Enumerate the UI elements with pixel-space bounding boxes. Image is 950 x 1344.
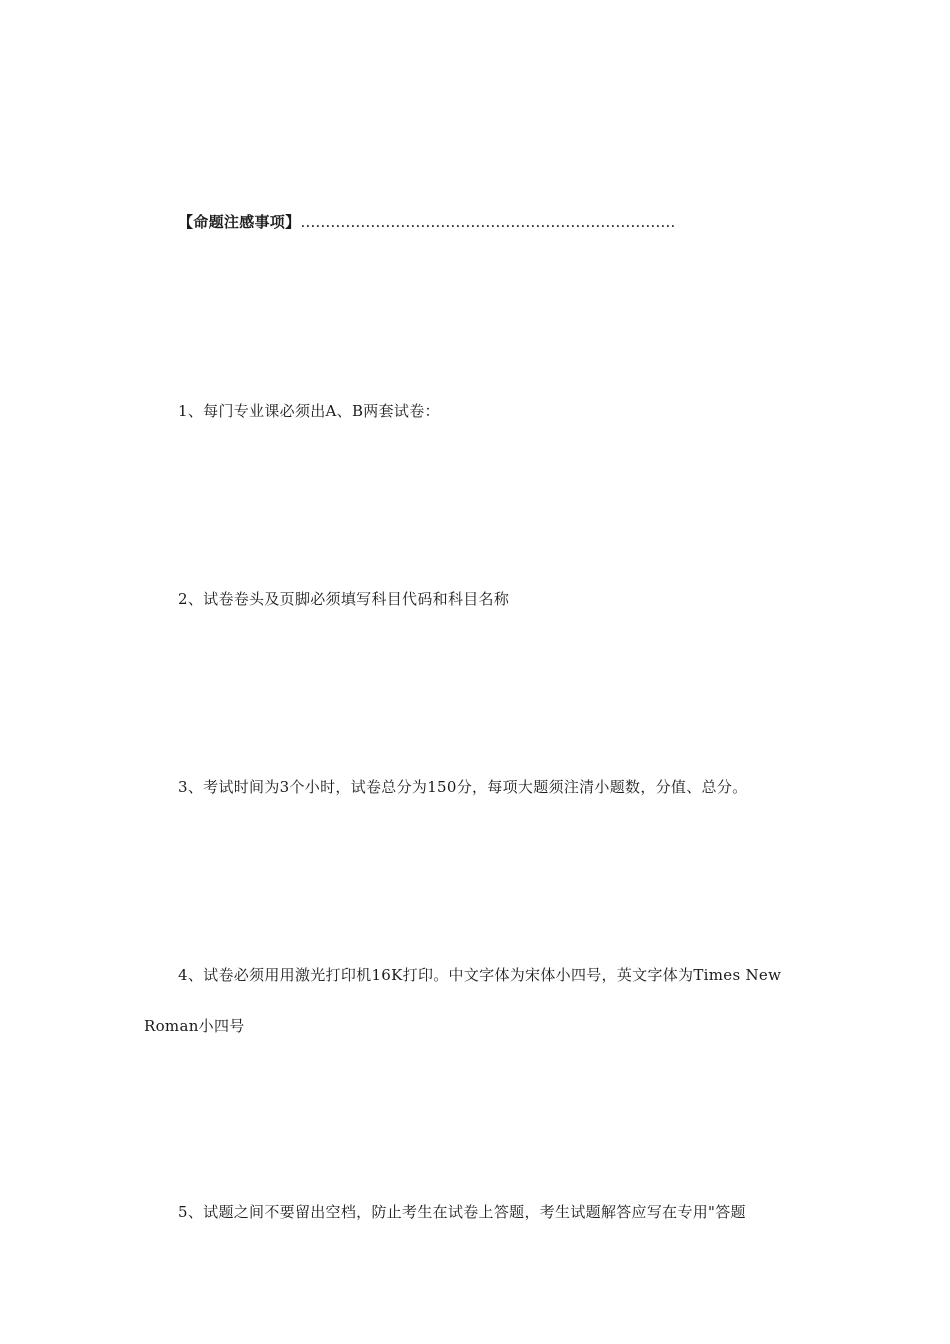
rule-item-2: 2、试卷卷头及页脚必须填写科目代码和科目名称 (178, 590, 510, 608)
rule-item-4-continuation: Roman小四号 (144, 1017, 245, 1035)
section-heading (178, 212, 675, 232)
heading-leader-dots: ………………………………………………………………… (300, 213, 676, 231)
rule-item-4: 4、试卷必须用用激光打印机16K打印。中文字体为宋体小四号，英文字体为Times New (178, 966, 782, 984)
rule-item-1: 1、每门专业课必须出A、B两套试卷： (178, 402, 440, 420)
rule-item-3: 3、考试时间为3个小时，试卷总分为150分，每项大题须注清小题数，分值、总分。 (178, 778, 748, 796)
heading-label: 【命题注感事项】 (178, 213, 301, 231)
rule-item-5: 5、试题之间不要留出空档，防止考生在试卷上答题，考生试题解答应写在专用"答题 (178, 1203, 746, 1221)
